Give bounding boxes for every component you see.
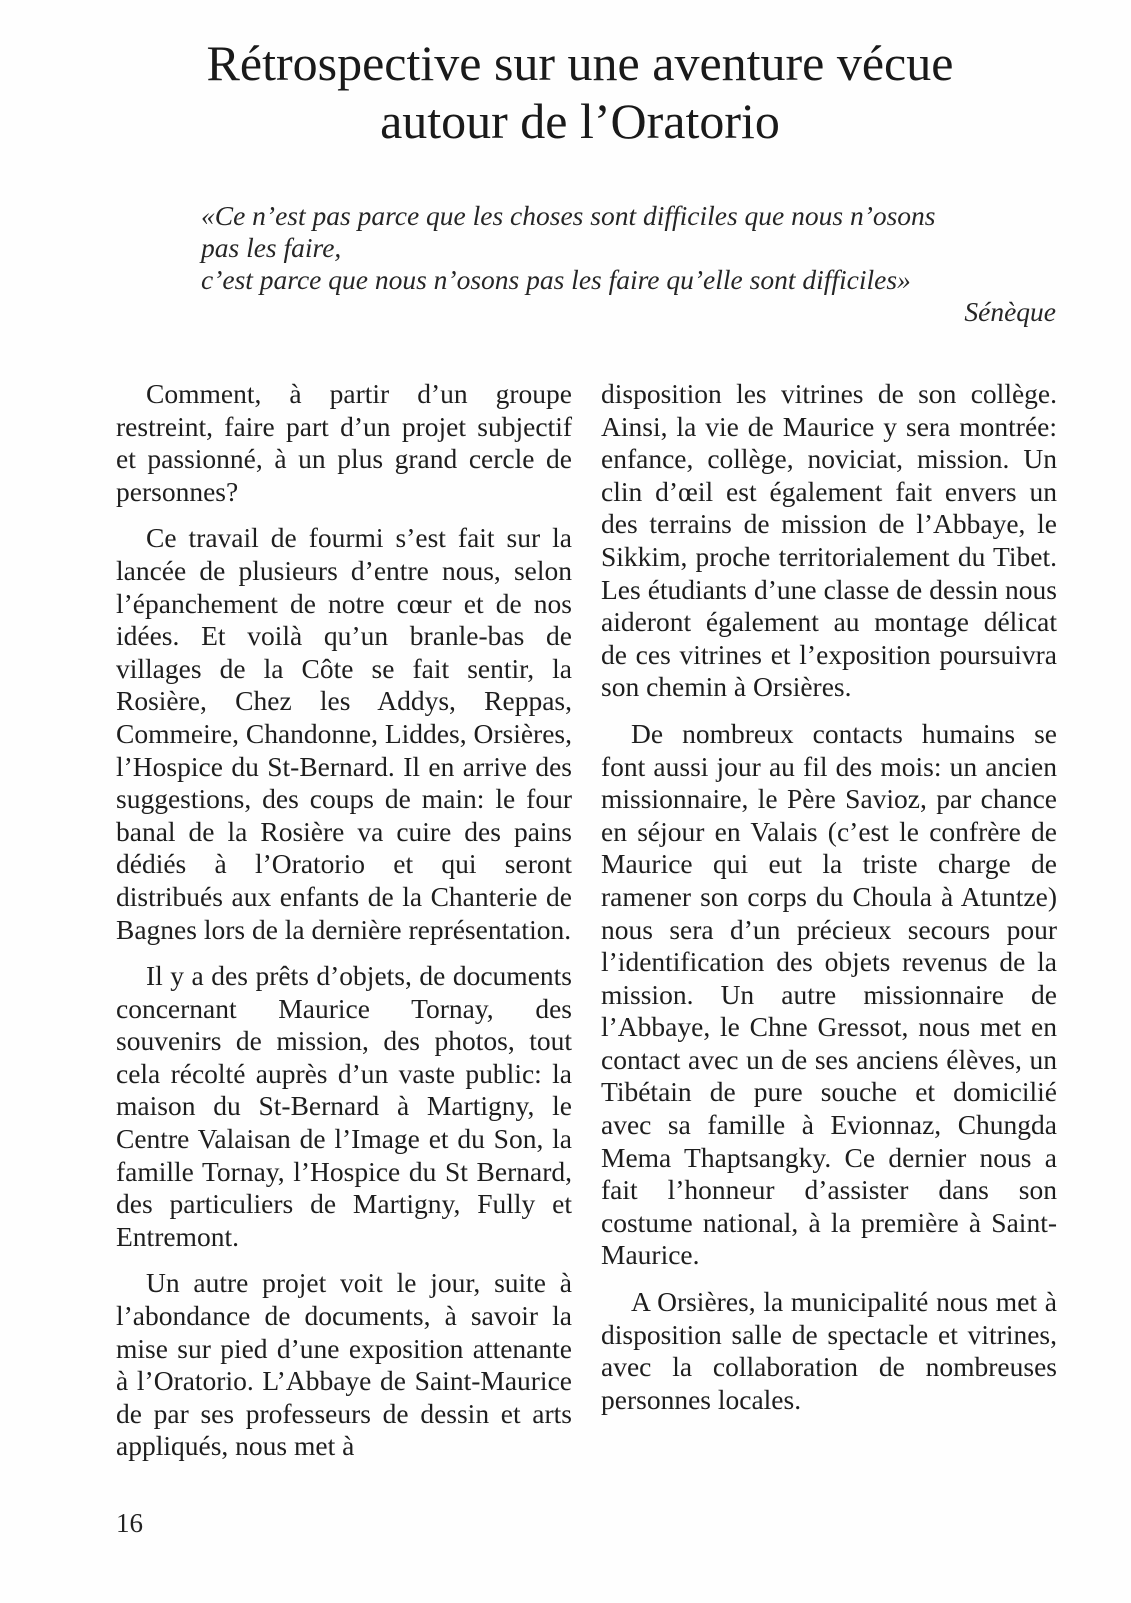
- left-paragraph-2: Ce travail de fourmi s’est fait sur la lancée de plusieurs d’entre nous, selon l’épanchement de notre cœur et de nos idées. Et voilà qu’un branle-bas de villages de la Côte se fait sentir, la Rosière, Chez les Addys, Reppas, Commeire, Chandonne, Liddes, Orsières, l’Hospice du St-Bernard. Il en arrive des suggestions, des coups de main: le four banal de la Rosière va cuire des pains dédiés à l’Oratorio et qui seront distribués aux enfants de la Chanterie de Bagnes lors de la dernière représentation.: [116, 522, 572, 945]
- epigraph-author: Sénèque: [964, 296, 1056, 327]
- right-paragraph-1: disposition les vitrines de son collège. Ainsi, la vie de Maurice y sera montrée: enfance, collège, noviciat, mission. Un clin d’œil est également fait envers un des terrains de mission de l’Abbaye, le Sikkim, proche territorialement du Tibet. Les étudiants d’une classe de dessin nous aideront également au montage délicat de ces vitrines et l’exposition poursuivra son chemin à Orsières.: [601, 378, 1057, 703]
- right-paragraph-3: A Orsières, la municipalité nous met à disposition salle de spectacle et vitrines, avec la collaboration de nombreuses personnes locales.: [601, 1286, 1057, 1415]
- title-line-2: autour de l’Oratorio: [380, 93, 780, 149]
- right-paragraph-2: De nombreux contacts humains se font aussi jour au fil des mois: un ancien missionnaire, le Père Savioz, par chance en séjour en Valais (c’est le confrère de Maurice qui eut la triste charge de ramener son corps du Choula à Atuntze) nous sera d’un précieux secours pour l’identification des objets revenus de la mission. Un autre missionnaire de l’Abbaye, le Chne Gressot, nous met en contact avec un de ses anciens élèves, un Tibétain de pure souche et domicilié avec sa famille à Evionnaz, Chungda Mema Thaptsangky. Ce dernier nous a fait l’honneur d’assister dans son costume national, à la première à Saint-Maurice.: [601, 717, 1057, 1271]
- left-paragraph-4: Un autre projet voit le jour, suite à l’abondance de documents, à savoir la mise sur pied d’une exposition attenante à l’Oratorio. L’Abbaye de Saint-Maurice de par ses professeurs de dessin et arts appliqués, nous met à: [116, 1267, 572, 1462]
- left-column: [116, 378, 572, 1477]
- epigraph-line-1: «Ce n’est pas parce que les choses sont difficiles que nous n’osons: [201, 200, 936, 231]
- title-line-1: Rétrospective sur une aventure vécue: [206, 35, 954, 91]
- left-paragraph-1: Comment, à partir d’un groupe restreint, faire part d’un projet subjectif et passionné, à un plus grand cercle de personnes?: [116, 378, 572, 507]
- right-column: [601, 378, 1057, 1430]
- page-number: 16: [116, 1508, 143, 1538]
- left-paragraph-3: Il y a des prêts d’objets, de documents concernant Maurice Tornay, des souvenirs de mission, des photos, tout cela récolté auprès d’un vaste public: la maison du St-Bernard à Martigny, le Centre Valaisan de l’Image et du Son, la famille Tornay, l’Hospice du St Bernard, des particuliers de Martigny, Fully et Entremont.: [116, 960, 572, 1252]
- epigraph-line-2: pas les faire,: [201, 232, 342, 263]
- article-title: [80, 34, 1080, 150]
- epigraph: [201, 200, 1056, 328]
- epigraph-line-3: c’est parce que nous n’osons pas les faire qu’elle sont difficiles»: [201, 264, 911, 295]
